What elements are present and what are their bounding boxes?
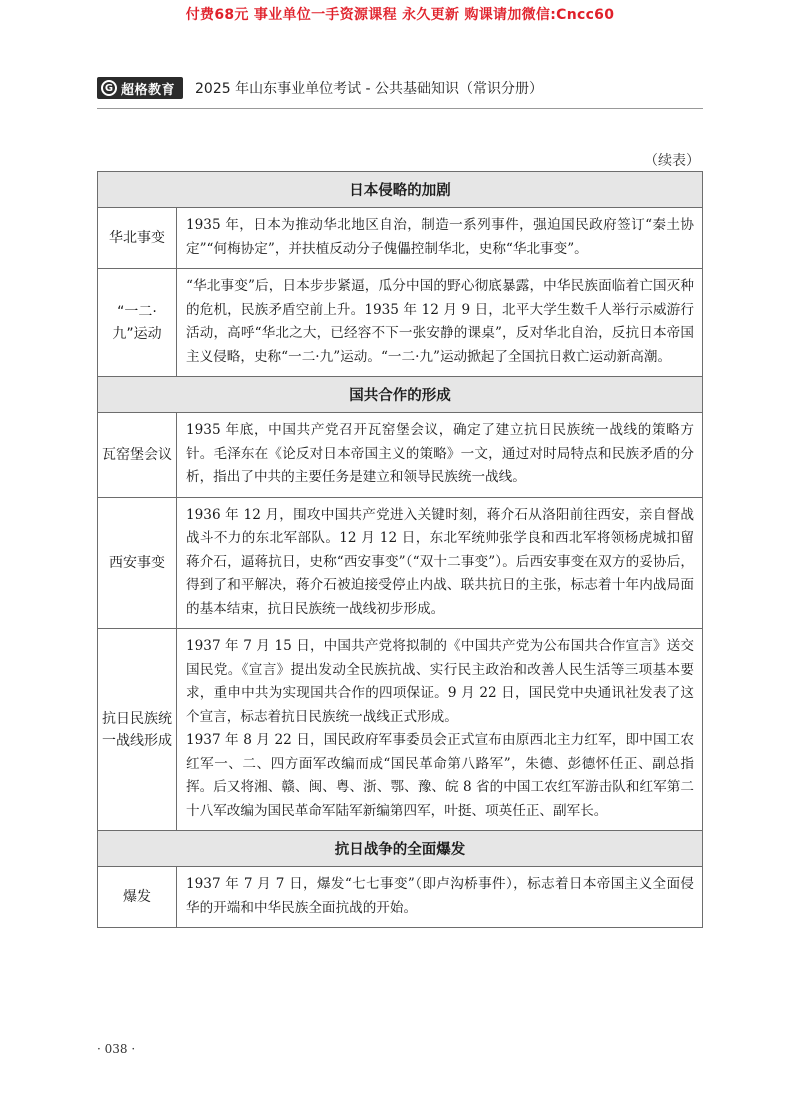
row-label: 西安事变 bbox=[98, 497, 177, 629]
row-label: 爆发 bbox=[98, 867, 177, 928]
content-paragraph: 1936 年 12 月，围攻中国共产党进入关键时刻，蒋介石从洛阳前往西安，亲自督战战斗不力的东北军部队。12 月 12 日，东北军统帅张学良和西北军将领杨虎城扣留蒋介石，逼蒋抗日，史称“西安事变”（“双十二事变”）。后西安事变在双方的妥协后，得到了和平解决，蒋介石被迫接受停止内战、联共抗日的主张，标志着十年内战局面的基本结束，抗日民族统一战线初步形成。 bbox=[186, 506, 694, 617]
page-header bbox=[97, 76, 543, 100]
row-content bbox=[177, 269, 703, 377]
history-table bbox=[97, 171, 703, 928]
content-paragraph: 1937 年 7 月 7 日，爆发“七七事变”（即卢沟桥事件），标志着日本帝国主义全面侵华的开端和中华民族全面抗战的开始。 bbox=[186, 876, 694, 916]
section-header-row bbox=[98, 377, 703, 413]
row-content bbox=[177, 208, 703, 269]
content-paragraph: 1935 年，日本为推动华北地区自治，制造一系列事件，强迫国民政府签订“秦土协定”“何梅协定”，并扶植反动分子傀儡控制华北，史称“华北事变”。 bbox=[186, 217, 694, 257]
table-row bbox=[98, 413, 703, 498]
watermark-banner: 付费68元 事业单位一手资源课程 永久更新 购课请加微信:Cncc60 bbox=[185, 7, 615, 23]
row-content bbox=[177, 413, 703, 498]
table-row bbox=[98, 497, 703, 629]
row-label: 瓦窑堡会议 bbox=[98, 413, 177, 498]
logo-text: 超格教育 bbox=[121, 82, 176, 98]
header-divider bbox=[97, 108, 703, 109]
row-label: “一二·九”运动 bbox=[98, 269, 177, 377]
section-header-row bbox=[98, 831, 703, 867]
content-paragraph: 1937 年 8 月 22 日，国民政府军事委员会正式宣布由原西北主力红军，即中国工农红军一、二、四方面军改编而成“国民革命第八路军”，朱德、彭德怀任正、副总指挥。后又将湘、赣、闽、粤、浙、鄂、豫、皖 8 省的中国工农红军游击队和红军第二十八军改编为国民革命军陆军新编第四军，叶挺、项英任正、副军长。 bbox=[186, 732, 694, 819]
row-label: 华北事变 bbox=[98, 208, 177, 269]
logo-icon: G bbox=[101, 80, 117, 96]
section-title: 抗日战争的全面爆发 bbox=[98, 831, 703, 867]
section-header-row bbox=[98, 172, 703, 208]
section-title: 国共合作的形成 bbox=[98, 377, 703, 413]
row-content bbox=[177, 497, 703, 629]
row-label: 抗日民族统一战线形成 bbox=[98, 629, 177, 831]
header-title: 2025 年山东事业单位考试 - 公共基础知识（常识分册） bbox=[195, 81, 544, 97]
table-row bbox=[98, 269, 703, 377]
page-number: · 038 · bbox=[97, 1042, 136, 1056]
table-row bbox=[98, 629, 703, 831]
publisher-logo bbox=[97, 77, 183, 99]
content-paragraph: 1935 年底，中国共产党召开瓦窑堡会议，确定了建立抗日民族统一战线的策略方针。毛泽东在《论反对日本帝国主义的策略》一文，通过对时局特点和民族矛盾的分析，指出了中共的主要任务是建立和领导民族统一战线。 bbox=[186, 422, 694, 485]
row-content bbox=[177, 867, 703, 928]
table-row bbox=[98, 867, 703, 928]
continuation-note: （续表） bbox=[644, 153, 700, 169]
content-paragraph: 1937 年 7 月 15 日，中国共产党将拟制的《中国共产党为公布国共合作宣言》送交国民党。《宣言》提出发动全民族抗战、实行民主政治和改善人民生活等三项基本要求，重申中共为实现国共合作的四项保证。9 月 22 日，国民党中央通讯社发表了这个宣言，标志着抗日民族统一战线正式形成。 bbox=[186, 638, 694, 725]
content-paragraph: “华北事变”后，日本步步紧逼，瓜分中国的野心彻底暴露，中华民族面临着亡国灭种的危机，民族矛盾空前上升。1935 年 12 月 9 日，北平大学生数千人举行示威游行活动，高呼“华北之大，已经容不下一张安静的课桌”，反对华北自治，反抗日本帝国主义侵略，史称“一二·九”运动。“一二·九”运动掀起了全国抗日救亡运动新高潮。 bbox=[186, 278, 694, 365]
section-title: 日本侵略的加剧 bbox=[98, 172, 703, 208]
row-content bbox=[177, 629, 703, 831]
table-row bbox=[98, 208, 703, 269]
